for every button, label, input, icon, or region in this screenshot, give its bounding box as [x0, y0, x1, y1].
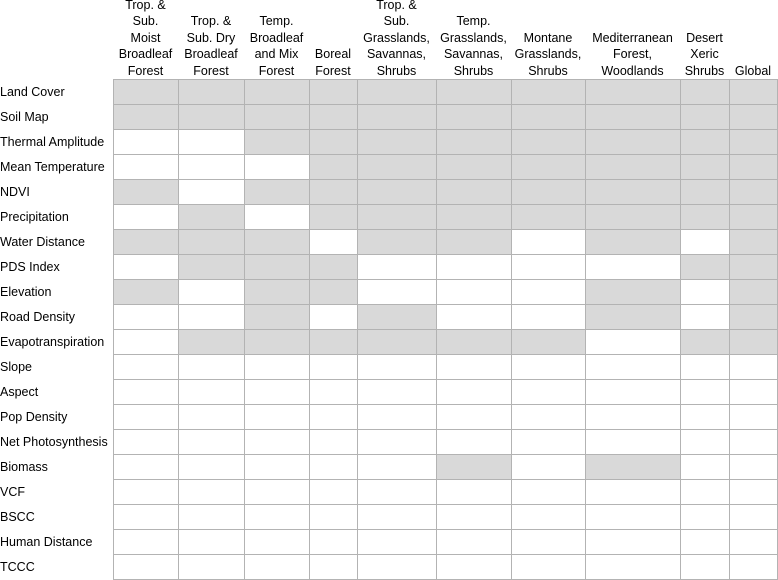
table-cell-empty [585, 404, 680, 429]
table-cell-empty [113, 529, 178, 554]
row-header: PDS Index [0, 259, 60, 274]
table-cell-filled [585, 179, 680, 204]
table-cell-filled [511, 154, 585, 179]
table-cell-empty [357, 279, 436, 304]
table-cell-empty [178, 379, 244, 404]
table-cell-empty [680, 379, 729, 404]
table-cell-filled [511, 204, 585, 229]
table-cell-filled [511, 179, 585, 204]
table-cell-filled [729, 79, 777, 104]
table-cell-filled [178, 254, 244, 279]
table-cell-empty [178, 279, 244, 304]
table-cell-filled [309, 254, 357, 279]
grid-line-horizontal [113, 454, 778, 455]
table-cell-filled [729, 179, 777, 204]
table-cell-filled [680, 204, 729, 229]
grid-line-horizontal [113, 379, 778, 380]
table-cell-filled [436, 79, 511, 104]
table-cell-filled [357, 129, 436, 154]
table-cell-filled [178, 104, 244, 129]
table-cell-filled [729, 329, 777, 354]
table-cell-empty [680, 354, 729, 379]
table-cell-filled [244, 229, 309, 254]
row-header: Water Distance [0, 234, 85, 249]
table-cell-empty [244, 554, 309, 579]
table-cell-filled [244, 254, 309, 279]
table-cell-empty [680, 429, 729, 454]
table-cell-empty [244, 454, 309, 479]
table-cell-empty [436, 504, 511, 529]
table-cell-filled [585, 279, 680, 304]
table-cell-filled [309, 129, 357, 154]
row-header: Elevation [0, 284, 52, 299]
table-cell-filled [585, 204, 680, 229]
row-header: VCF [0, 484, 25, 499]
table-cell-empty [357, 454, 436, 479]
table-cell-filled [244, 104, 309, 129]
table-cell-empty [511, 254, 585, 279]
table-cell-empty [511, 354, 585, 379]
table-cell-empty [680, 404, 729, 429]
table-cell-filled [436, 104, 511, 129]
table-cell-filled [244, 279, 309, 304]
table-cell-filled [309, 104, 357, 129]
table-cell-filled [511, 104, 585, 129]
table-cell-empty [113, 504, 178, 529]
table-cell-filled [436, 204, 511, 229]
row-header: Human Distance [0, 534, 93, 549]
table-cell-empty [585, 379, 680, 404]
table-cell-empty [585, 479, 680, 504]
table-cell-empty [585, 504, 680, 529]
table-cell-empty [113, 254, 178, 279]
column-header: Desert Xeric Shrubs [684, 30, 725, 78]
table-cell-filled [729, 229, 777, 254]
table-cell-empty [113, 454, 178, 479]
table-cell-filled [511, 129, 585, 154]
grid-line-horizontal [113, 504, 778, 505]
table-cell-filled [309, 79, 357, 104]
row-header: TCCC [0, 559, 35, 574]
table-cell-filled [729, 154, 777, 179]
table-cell-filled [178, 204, 244, 229]
table-cell-filled [436, 154, 511, 179]
grid-line-horizontal [113, 129, 778, 130]
table-cell-empty [113, 129, 178, 154]
grid-line-horizontal [113, 554, 778, 555]
row-header: BSCC [0, 509, 35, 524]
row-header: Biomass [0, 459, 48, 474]
table-cell-empty [511, 529, 585, 554]
table-cell-filled [113, 179, 178, 204]
table-cell-filled [436, 329, 511, 354]
table-cell-filled [436, 454, 511, 479]
table-cell-empty [357, 404, 436, 429]
table-cell-empty [436, 554, 511, 579]
table-cell-filled [511, 329, 585, 354]
table-cell-empty [729, 479, 777, 504]
table-cell-filled [680, 104, 729, 129]
table-cell-empty [244, 429, 309, 454]
table-cell-empty [113, 404, 178, 429]
table-cell-filled [729, 254, 777, 279]
table-cell-empty [680, 304, 729, 329]
table-cell-empty [178, 154, 244, 179]
table-cell-empty [357, 479, 436, 504]
table-cell-filled [357, 304, 436, 329]
table-cell-empty [309, 404, 357, 429]
table-cell-filled [113, 79, 178, 104]
column-header: Mediterranean Forest, Woodlands [592, 30, 673, 78]
table-cell-empty [436, 304, 511, 329]
table-cell-empty [729, 429, 777, 454]
row-header: NDVI [0, 184, 30, 199]
table-cell-empty [357, 354, 436, 379]
table-cell-filled [585, 104, 680, 129]
table-cell-empty [680, 279, 729, 304]
table-cell-empty [511, 379, 585, 404]
grid-line-horizontal [113, 254, 778, 255]
column-header: Temp. Broadleaf and Mix Forest [249, 14, 304, 78]
table-cell-empty [178, 504, 244, 529]
row-header: Thermal Amplitude [0, 134, 105, 149]
row-header: Road Density [0, 309, 76, 324]
table-cell-empty [511, 479, 585, 504]
row-header: Soil Map [0, 109, 49, 124]
table-cell-empty [178, 429, 244, 454]
table-cell-empty [511, 429, 585, 454]
table-cell-empty [680, 529, 729, 554]
grid-line-horizontal [113, 429, 778, 430]
column-header: Trop. & Sub. Dry Broadleaf Forest [184, 14, 238, 78]
table-cell-empty [113, 304, 178, 329]
table-cell-empty [436, 479, 511, 504]
grid-line-horizontal [113, 479, 778, 480]
row-header: Precipitation [0, 209, 69, 224]
table-cell-empty [511, 454, 585, 479]
grid-line-horizontal [113, 229, 778, 230]
table-cell-filled [680, 254, 729, 279]
table-cell-filled [436, 229, 511, 254]
table-cell-filled [244, 79, 309, 104]
table-cell-empty [680, 229, 729, 254]
table-cell-empty [178, 404, 244, 429]
grid-line-horizontal [113, 79, 778, 80]
table-cell-filled [585, 304, 680, 329]
grid-line-horizontal [113, 279, 778, 280]
table-cell-empty [309, 304, 357, 329]
table-cell-filled [436, 129, 511, 154]
table-cell-empty [178, 479, 244, 504]
table-cell-empty [178, 304, 244, 329]
table-cell-empty [244, 354, 309, 379]
table-cell-empty [729, 379, 777, 404]
table-cell-empty [585, 254, 680, 279]
table-cell-empty [244, 204, 309, 229]
table-cell-empty [244, 529, 309, 554]
table-cell-empty [357, 254, 436, 279]
table-cell-empty [436, 254, 511, 279]
table-cell-filled [309, 179, 357, 204]
table-cell-empty [113, 379, 178, 404]
row-header: Evapotranspiration [0, 334, 105, 349]
grid-line-horizontal [113, 354, 778, 355]
table-cell-empty [511, 229, 585, 254]
table-cell-empty [309, 379, 357, 404]
table-cell-filled [680, 79, 729, 104]
table-cell-empty [178, 554, 244, 579]
table-cell-empty [113, 354, 178, 379]
table-cell-filled [357, 229, 436, 254]
table-cell-filled [511, 79, 585, 104]
table-cell-empty [680, 454, 729, 479]
table-cell-empty [244, 154, 309, 179]
table-cell-empty [436, 379, 511, 404]
table-cell-empty [729, 454, 777, 479]
table-cell-empty [178, 454, 244, 479]
table-cell-empty [511, 279, 585, 304]
table-cell-empty [585, 554, 680, 579]
table-cell-empty [357, 379, 436, 404]
table-cell-filled [309, 154, 357, 179]
table-cell-filled [113, 229, 178, 254]
table-cell-empty [309, 479, 357, 504]
table-cell-filled [680, 154, 729, 179]
table-cell-empty [113, 154, 178, 179]
table-cell-empty [113, 554, 178, 579]
table-cell-empty [244, 379, 309, 404]
table-cell-filled [244, 304, 309, 329]
table-cell-empty [178, 129, 244, 154]
table-cell-empty [309, 454, 357, 479]
table-cell-filled [357, 154, 436, 179]
table-cell-empty [729, 504, 777, 529]
table-cell-empty [585, 429, 680, 454]
table-cell-filled [244, 129, 309, 154]
row-header: Mean Temperature [0, 159, 105, 174]
table-cell-filled [244, 179, 309, 204]
table-cell-filled [357, 104, 436, 129]
table-cell-empty [357, 554, 436, 579]
table-cell-filled [357, 79, 436, 104]
grid-line-horizontal [113, 404, 778, 405]
table-cell-empty [178, 354, 244, 379]
table-cell-empty [357, 529, 436, 554]
grid-line-horizontal [113, 204, 778, 205]
table-cell-filled [680, 179, 729, 204]
grid-line-horizontal [113, 329, 778, 330]
table-cell-filled [113, 279, 178, 304]
table-cell-empty [244, 404, 309, 429]
table-cell-filled [357, 204, 436, 229]
table-cell-filled [178, 329, 244, 354]
table-cell-empty [309, 229, 357, 254]
table-cell-empty [113, 204, 178, 229]
table-cell-empty [309, 504, 357, 529]
table-cell-empty [729, 529, 777, 554]
table-cell-filled [729, 204, 777, 229]
column-header: Montane Grasslands, Shrubs [514, 30, 582, 78]
table-cell-empty [309, 429, 357, 454]
table-cell-empty [436, 354, 511, 379]
table-cell-filled [244, 329, 309, 354]
grid-line-horizontal [113, 154, 778, 155]
table-cell-empty [178, 529, 244, 554]
row-header: Net Photosynthesis [0, 434, 108, 449]
table-cell-empty [585, 354, 680, 379]
table-cell-filled [585, 129, 680, 154]
table-cell-empty [436, 404, 511, 429]
column-header: Trop. & Sub. Grasslands, Savannas, Shrubs [363, 0, 430, 78]
table-cell-empty [585, 329, 680, 354]
table-cell-empty [244, 504, 309, 529]
grid-line-horizontal [113, 179, 778, 180]
table-cell-empty [680, 479, 729, 504]
table-cell-empty [357, 504, 436, 529]
row-header: Slope [0, 359, 32, 374]
column-header: Trop. & Sub. Moist Broadleaf Forest [118, 0, 173, 78]
table-cell-filled [113, 104, 178, 129]
table-cell-empty [680, 554, 729, 579]
column-header: Temp. Grasslands, Savannas, Shrubs [440, 14, 507, 78]
table-cell-filled [585, 454, 680, 479]
table-cell-filled [729, 129, 777, 154]
table-cell-filled [309, 329, 357, 354]
table-cell-empty [309, 554, 357, 579]
table-cell-filled [680, 329, 729, 354]
table-cell-filled [436, 179, 511, 204]
table-cell-empty [680, 504, 729, 529]
table-cell-empty [436, 529, 511, 554]
grid-line-horizontal [113, 104, 778, 105]
table-cell-empty [244, 479, 309, 504]
table-cell-empty [729, 554, 777, 579]
row-header: Aspect [0, 384, 39, 399]
table-cell-empty [436, 279, 511, 304]
grid-line-horizontal [113, 529, 778, 530]
table-cell-filled [680, 129, 729, 154]
table-cell-empty [113, 429, 178, 454]
row-header: Pop Density [0, 409, 68, 424]
table-cell-empty [511, 504, 585, 529]
table-cell-empty [178, 179, 244, 204]
table-cell-filled [585, 154, 680, 179]
row-header: Land Cover [0, 84, 65, 99]
table-cell-empty [357, 429, 436, 454]
table-cell-filled [309, 279, 357, 304]
table-cell-empty [309, 529, 357, 554]
table-cell-empty [113, 329, 178, 354]
table-cell-filled [357, 179, 436, 204]
table-cell-filled [729, 279, 777, 304]
grid-line-horizontal [113, 304, 778, 305]
table-cell-filled [357, 329, 436, 354]
table-cell-empty [511, 304, 585, 329]
table-cell-filled [729, 104, 777, 129]
table-cell-empty [436, 429, 511, 454]
table-cell-empty [511, 404, 585, 429]
table-cell-filled [178, 79, 244, 104]
table-cell-filled [585, 79, 680, 104]
table-cell-empty [511, 554, 585, 579]
table-cell-empty [729, 404, 777, 429]
column-header: Global [734, 63, 772, 78]
table-cell-filled [178, 229, 244, 254]
table-cell-empty [585, 529, 680, 554]
column-header: Boreal Forest [314, 47, 352, 78]
table-cell-empty [729, 354, 777, 379]
table-cell-empty [113, 479, 178, 504]
table-cell-filled [585, 229, 680, 254]
table-cell-filled [729, 304, 777, 329]
table-cell-empty [309, 354, 357, 379]
table-cell-filled [309, 204, 357, 229]
